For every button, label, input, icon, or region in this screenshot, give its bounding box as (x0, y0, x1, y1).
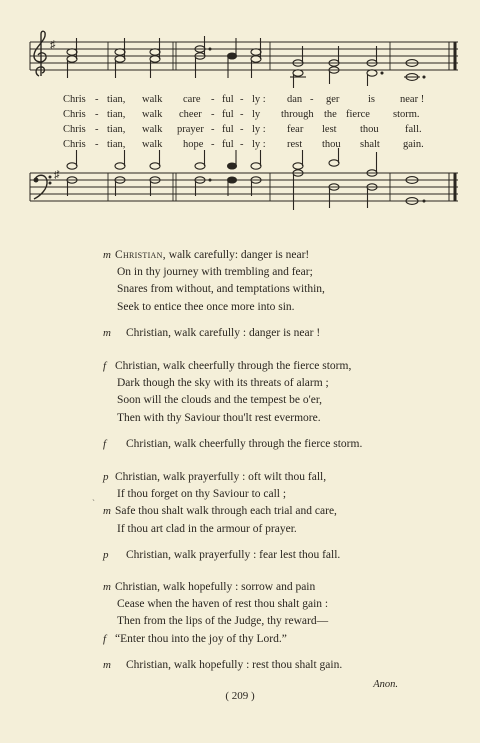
verse-line: Snares from without, and temptations within, (117, 283, 325, 296)
sharp-icon: ♯ (50, 39, 56, 51)
verse-gap (0, 538, 480, 547)
lyric-row: Chris - tian, walk cheer - ful - ly through the fierce storm. (63, 109, 420, 120)
refrain-line: p Christian, walk prayerfully : fear lest thou fall. (0, 547, 480, 564)
lyric-row: Chris - tian, walk care - ful - ly : dan - ger is near ! (63, 94, 425, 105)
lyric-row: Chris - tian, walk prayer - ful - ly : fear lest thou fall. (63, 124, 422, 135)
verse-line: Seek to entice thee once more into sin. (117, 300, 295, 313)
verse-line: m Christian, walk hopefully : sorrow and pain (0, 579, 480, 596)
dynamic-mark: f (103, 360, 107, 372)
dynamic-mark: m (103, 658, 111, 671)
verse-line: On in thy journey with trembling and fear; (117, 266, 313, 279)
verse-line: ˎ If thou forget on thy Saviour to call ; (0, 486, 480, 503)
verse-line: Cease when the haven of rest thou shalt gain : (117, 598, 329, 611)
verse-line: f Christian, walk cheerfully through the fierce storm, (0, 358, 480, 375)
hymn-author: Anon. (373, 679, 398, 690)
verse-gap (0, 648, 480, 657)
verse-line: Then with thy Saviour thou'lt rest evermore. (117, 411, 321, 424)
treble-clef-icon (34, 31, 46, 76)
verse-line: Then from the lips of the Judge, thy reward— (117, 615, 329, 628)
verse-gap (0, 316, 480, 325)
dynamic-mark: m (103, 326, 111, 339)
dynamic-mark: f (103, 437, 107, 450)
verse-line: m Christian, walk carefully: danger is near! (0, 247, 480, 264)
treble-staff (30, 42, 458, 70)
verse-line: f “Enter thou into the joy of thy Lord.” (0, 631, 480, 648)
lyric-row: Chris - tian, walk hope - ful - ly : rest thou shalt gain. (63, 139, 424, 150)
page-number: ( 209 ) (225, 690, 255, 702)
dynamic-mark: m (103, 505, 111, 518)
dynamic-mark: m (103, 249, 111, 261)
dynamic-mark: f (103, 632, 107, 645)
margin-tick-mark: ˎ (92, 491, 95, 502)
verse-1 (0, 247, 480, 342)
verse-line: Dark though the sky with its threats of alarm ; (117, 377, 329, 390)
verse-line: m Safe thou shalt walk through each trial and care, (0, 503, 480, 520)
verse-3 (0, 469, 480, 564)
verse-4 (0, 579, 480, 674)
bass-staff (30, 173, 458, 201)
dynamic-mark: m (103, 581, 111, 593)
verse-line: Soon will the clouds and the tempest be o'er, (117, 394, 323, 407)
verse-line: p Christian, walk prayerfully : oft wilt thou fall, (0, 469, 480, 486)
refrain-line: m Christian, walk carefully : danger is near ! (0, 325, 480, 342)
treble-notes (67, 36, 425, 88)
refrain-line: f Christian, walk cheerfully through the fierce storm. (0, 436, 480, 453)
dynamic-mark: p (103, 471, 109, 483)
verse-line: If thou art clad in the armour of prayer. (117, 522, 297, 535)
dynamic-mark: p (103, 548, 109, 561)
verse-2 (0, 358, 480, 453)
verse-gap (0, 427, 480, 436)
sharp-icon: ♯ (54, 169, 60, 181)
refrain-line: m Christian, walk hopefully : rest thou shalt gain. (0, 657, 480, 674)
